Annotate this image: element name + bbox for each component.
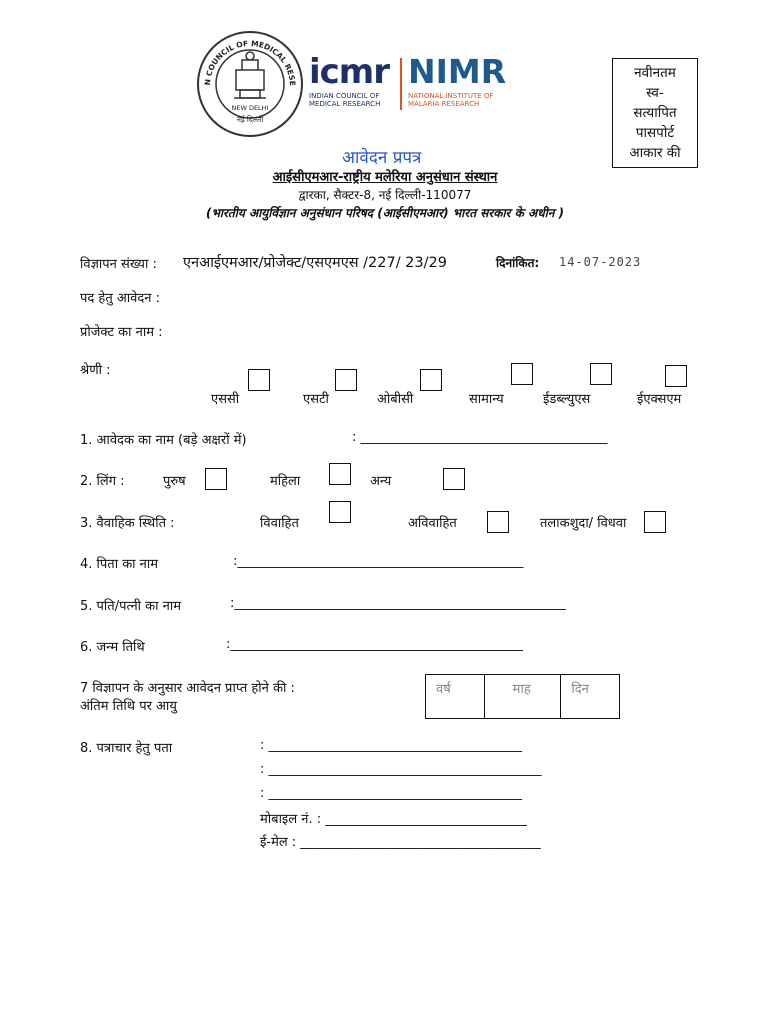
age-question-line2: अंतिम तिथि पर आयु xyxy=(80,699,177,714)
category-sc-checkbox[interactable] xyxy=(248,369,270,391)
advert-number-value: एनआईएमआर/प्रोजेक्ट/एसएमएस /227/ 23/29 xyxy=(183,255,447,271)
icmr-seal-logo xyxy=(196,30,304,138)
icmr-sub-line1: INDIAN COUNCIL OF xyxy=(309,92,380,100)
post-applied-label: पद हेतु आवेदन : xyxy=(80,291,161,306)
photo-line-3: सत्यापित xyxy=(633,105,677,121)
spouse-name-label: 5. पति/पत्नी का नाम xyxy=(80,599,182,614)
seal-outer-text: N COUNCIL OF MEDICAL RESE xyxy=(202,38,298,87)
marital-divorced-widow-checkbox[interactable] xyxy=(644,511,666,533)
marital-divorced-widow-label: तलाकशुदा/ विधवा xyxy=(540,516,627,531)
category-st-checkbox[interactable] xyxy=(335,369,357,391)
gender-male-label: पुरुष xyxy=(163,474,186,489)
icmr-logo xyxy=(309,54,403,112)
address-line-2[interactable]: : __________________________________________ xyxy=(260,762,542,777)
category-exm-label: ईएक्सएम xyxy=(637,392,682,407)
gender-female-label: महिला xyxy=(270,474,301,489)
photo-line-4: पासपोर्ट xyxy=(635,125,675,141)
category-obc-checkbox[interactable] xyxy=(420,369,442,391)
photo-placeholder-box[interactable] xyxy=(612,58,698,168)
age-table xyxy=(425,674,620,719)
category-label: श्रेणी : xyxy=(80,363,111,378)
gender-other-checkbox[interactable] xyxy=(443,468,465,490)
gender-label: 2. लिंग : xyxy=(80,474,125,489)
icmr-logo-wordmark: icmr xyxy=(309,52,390,92)
dob-label: 6. जन्म तिथि xyxy=(80,640,145,655)
gender-female-checkbox[interactable] xyxy=(329,463,351,485)
category-st-label: एसटी xyxy=(303,392,329,407)
email-field[interactable]: ई-मेल : _____________________________________ xyxy=(260,835,541,850)
gender-male-checkbox[interactable] xyxy=(205,468,227,490)
advert-date-value: 14-07-2023 xyxy=(559,255,642,269)
gender-other-label: अन्य xyxy=(370,474,392,489)
spouse-name-field[interactable]: :___________________________________________________ xyxy=(230,596,566,611)
category-general-checkbox[interactable] xyxy=(511,363,533,385)
nimr-sub-line1: NATIONAL INSTITUTE OF xyxy=(408,92,494,100)
marital-married-checkbox[interactable] xyxy=(329,501,351,523)
address-line-1[interactable]: : _______________________________________ xyxy=(260,738,523,753)
age-days-cell[interactable]: दिन xyxy=(571,682,589,697)
mobile-field[interactable]: मोबाइल नं. : _______________________________ xyxy=(260,812,527,827)
age-years-cell[interactable]: वर्ष xyxy=(426,675,485,718)
icmr-sub-line2: MEDICAL RESEARCH xyxy=(309,100,381,108)
category-ews-label: ईडब्ल्युएस xyxy=(543,392,591,407)
advert-date-label: दिनांकित: xyxy=(496,256,540,270)
photo-line-1: नवीनतम xyxy=(634,65,676,81)
category-general-label: सामान्य xyxy=(469,392,504,407)
project-name-label: प्रोजेक्ट का नाम : xyxy=(80,325,163,340)
nimr-logo-wordmark: NIMR xyxy=(408,52,507,91)
marital-unmarried-label: अविवाहित xyxy=(408,516,457,531)
applicant-name-label: 1. आवेदक का नाम (बड़े अक्षरों में) xyxy=(80,433,247,448)
seal-city-hindi-text: नई दिल्ली xyxy=(236,115,264,124)
age-question-line1: 7 विज्ञापन के अनुसार आवेदन प्राप्त होने की : xyxy=(80,681,295,696)
seal-city-text: NEW DELHI xyxy=(231,104,269,112)
parent-organisation: (भारतीय आयुर्विज्ञान अनुसंधान परिषद (आईसीएमआर) भारत सरकार के अधीन ) xyxy=(205,206,565,220)
marital-unmarried-checkbox[interactable] xyxy=(487,511,509,533)
category-sc-label: एससी xyxy=(211,392,240,407)
dob-field[interactable]: :_____________________________________________ xyxy=(226,637,523,652)
category-exm-checkbox[interactable] xyxy=(665,365,687,387)
marital-married-label: विवाहित xyxy=(260,516,299,531)
father-name-field[interactable]: :____________________________________________ xyxy=(233,554,524,569)
father-name-label: 4. पिता का नाम xyxy=(80,557,159,572)
photo-line-5: आकार की xyxy=(629,145,681,161)
nimr-sub-line2: MALARIA RESEARCH xyxy=(408,100,480,108)
marital-status-label: 3. वैवाहिक स्थिति : xyxy=(80,516,175,531)
institute-name: आईसीएमआर-राष्ट्रीय मलेरिया अनुसंधान संस्थान xyxy=(272,170,498,185)
institute-address: द्वारका, सैक्टर-8, नई दिल्ली-110077 xyxy=(298,188,472,202)
form-title: आवेदन प्रपत्र xyxy=(342,148,422,168)
advert-number-label: विज्ञापन संख्या : xyxy=(80,257,157,272)
logo-divider xyxy=(400,58,402,110)
category-ews-checkbox[interactable] xyxy=(590,363,612,385)
address-label: 8. पत्राचार हेतु पता xyxy=(80,741,173,756)
photo-line-2: स्व- xyxy=(646,85,664,101)
address-line-3[interactable]: : _______________________________________ xyxy=(260,786,523,801)
applicant-name-field[interactable]: : ______________________________________ xyxy=(352,430,608,445)
category-obc-label: ओबीसी xyxy=(377,392,414,407)
age-months-cell[interactable]: माह xyxy=(485,675,562,718)
nimr-logo xyxy=(408,54,518,112)
